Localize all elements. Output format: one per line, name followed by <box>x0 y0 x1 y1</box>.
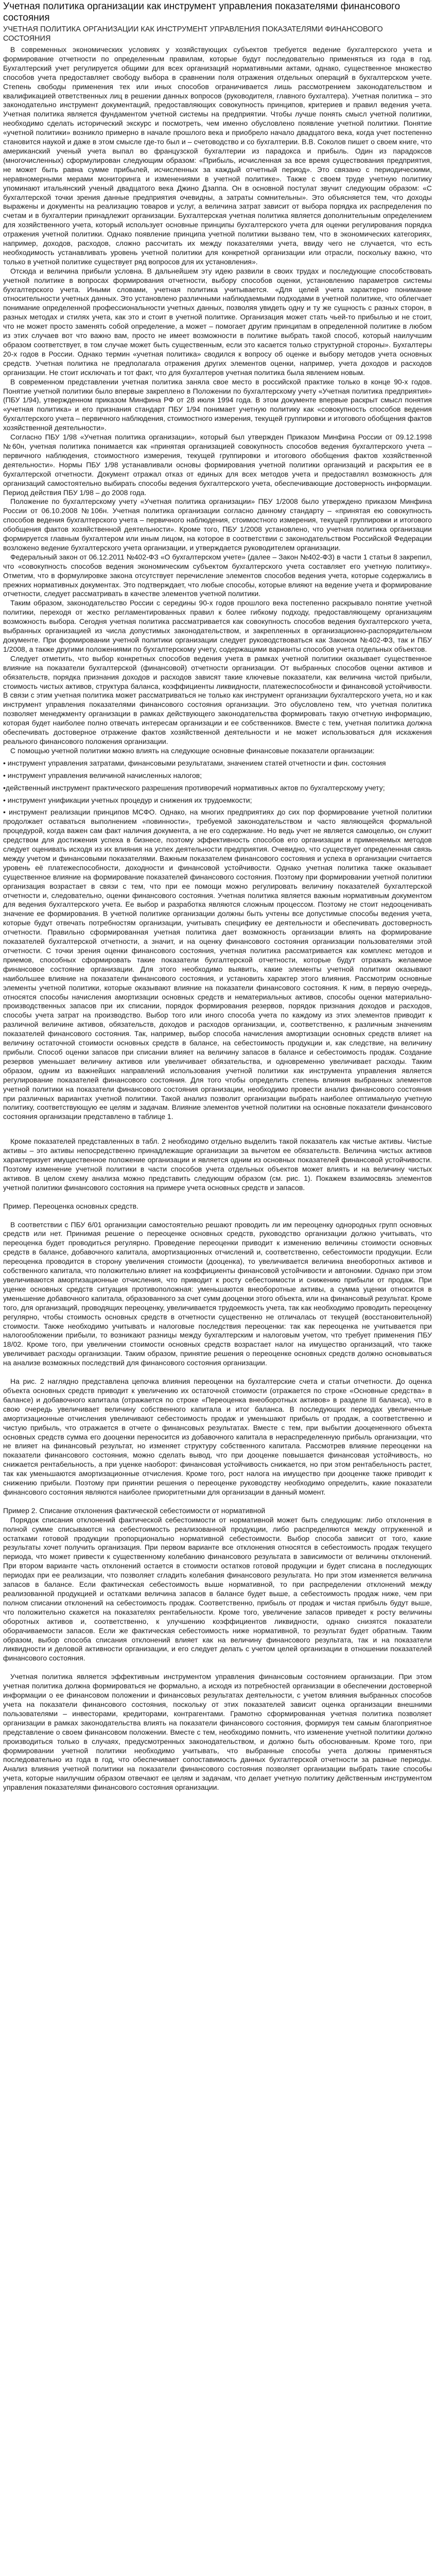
paragraph: В современных экономических условиях у хозяйствующих субъектов требуется ведение бухгалтерского учета и формирование отчетности по определенным правилам, которые будут последовательно применяться из года в год. Бухгалтерский учет регулируется общими для всех организаций нормативными актами, однако, существенное множество способов учета предоставляет свободу выбора в сравнении поля отражения отдельных операций в бухгалтерском учете. Степень свободы применения тех или иных способов ограничивается лишь рассмотрением законодательством и квалификацией ответственных лиц в решении данных вопросов (руководителя, главного бухгалтера). Учетная политика – это законодательно инструмент документаций, предоставляющих совокупность принципов, критериев и правил ведения учета. Учетная политика является фундаментом учетной системы на предприятии. Чтобы лучше понять смысл учетной политики, необходимо сделать исторический экскурс и посмотреть, чем именно обусловлено появление учетной политики. Понятие «учетной политики» возникло примерно в начале прошлого века и приобрело начало двадцатого века, когда учет постепенно становится наукой и даже в этом смысле где-то был и – счетоводство и со бухгалтерии. В.В. Соколов пишет о своем книге, что американский ученый учета выпал во французской бухгалтерии из парадокса и прибыль. Один из парадоксов (многочисленных) сформулирован следующим образом: «Прибыль, исчисленная за все время существования предприятия, не может быть равна сумме прибылей, исчисленных за каждый отчетный период». Это связано с периодическими, неравномерными мерами мониторинга и изменениями в учетной политике». Также с своем труде учетную политику упоминают итальянский ученый двадцатого века Джино Дзаппа. Он в основной постулат звучит следующим образом: «С бухгалтерской точки зрения данные предприятия очевидны, а затраты сомнительны». Это объясняется тем, что доходы выражены и документы на реализацию товаров и услуг, а величина затрат зависит от выбора порядка их распределения по счетам и в бухгалтерии принадлежит организации. Бухгалтерская учетная политика является дополнительным определением для хозяйственного учета, который использует основные принципы бухгалтерского учета для оценки регулирования порядка отражения учетной политики. Однако появление принципа учетной политики вызвано тем, что в экономических категориях, например, доходов, расходов, сложно рассчитать их между показателями учета, ввиду чего не случается, что есть необходимость устанавливать уровень учетной политики для конкретной организации или отрасли, поскольку важно, что только в учетной политике существует ряд вопросов для их установления». <box>3 45 432 266</box>
paragraph: В современном представлении учетная политика заняла свое место в российской практике только в конце 90-х годов. Понятие учетной политики было впервые закреплено в Положении по бухгалтерскому учету «Учетная политика предприятия» (ПБУ 1/94), утвержденном приказом Минфина РФ от 28 июля 1994 года. В этом документе впервые раскрыт смысл понятия «учетная политика» и его признания стандарт ПБУ 1/94 понимает учетную политику как «совокупность способов ведения бухгалтерского учета – первичного наблюдения, стоимостного измерения, текущей группировки и итогового обобщения фактов хозяйственной деятельности». <box>3 377 432 432</box>
paragraph: С помощью учетной политики можно влиять на следующие основные финансовые показатели организации: <box>10 746 375 755</box>
paragraph: Кроме показателей представленных в табл. 2 необходимо отдельно выделить такой показатель как чистые активы. Чистые активы – это активы непосредственно принадлежащие организации за вычетом ее обязательств. Величина чистых активов характеризует имущественное положение организации и является одним из основных показателей финансовой устойчивости. Поэтому изменение учетной политики в части способов учета отдельных объектов может влиять и на величину чистых активов. В целом схему анализа можно представить следующим образом (см. рис. 1). Покажем взаимосвязь элементов учетной политики финансового состояния на примере учета основных средств и запасов. <box>3 1137 432 1192</box>
article-title: Учетная политика организации как инструмент управления показателями финансового состояния <box>3 1 400 23</box>
bullet-item: •действенный инструмент практического разрешения противоречий нормативных актов по бухгалтерскому учету; <box>3 783 385 792</box>
bullet-list <box>3 759 432 1122</box>
spacer <box>3 1368 432 1377</box>
spacer <box>3 1125 432 1137</box>
paragraph: Следует отметить, что выбор конкретных способов ведения учета в рамках учетной политики оказывает существенное влияние на показатели бухгалтерской (финансовой) отчетности организации. От выбранных способов оценки активов и обязательств, порядка признания доходов и расходов зависят такие ключевые показатели, как величина чистой прибыли, стоимость чистых активов, структура баланса, коэффициенты ликвидности, платежеспособности и финансовой устойчивости. В связи с этим учетная политика может рассматриваться не только как инструмент организации бухгалтерского учета, но и как инструмент управления показателями финансового состояния организации. Это обусловлено тем, что учетная политика позволяет менеджменту организации в рамках действующего законодательства формировать такую отчетную информацию, которая будет наиболее полно отвечать интересам организации и ее собственников. Вместе с тем, учетная политика должна обеспечивать достоверное отражение фактов хозяйственной деятельности и не может использоваться для искажения реального финансового положения организации. <box>3 654 432 745</box>
paragraph: Согласно ПБУ 1/98 «Учетная политика организации», который был утвержден Приказом Минфина России от 09.12.1998 №60н, учетная политика понимается как «принятая организацией совокупность способов ведения бухгалтерского учета – первичного наблюдения, стоимостного измерения, текущей группировки и итогового обобщения фактов хозяйственной деятельности». Нормы ПБУ 1/98 устанавливали основы формирования учетной политики организаций и раскрытия ее в бухгалтерской отчетности. Документ отражал отказ от единых для всех методов учета и предоставлял возможность для организаций самостоятельно выбирать способы ведения бухгалтерского учета, обеспечивающие достоверность информации. Период действия ПБУ 1/98 – до 2008 года. <box>3 433 432 497</box>
paragraph: Федеральный закон от 06.12.2011 №402-ФЗ «О бухгалтерском учете» (далее – Закон №402-ФЗ) в части 1 статьи 8 закрепил, что «совокупность способов ведения экономическим субъектом бухгалтерского учета составляет его учетную политику». Отметим, что в формулировке закона отсутствует перечисление элементов способов ведения учета, которые содержались в прежних нормативных документах. Это подтверждает, что любые способы, которые влияют на ведение учета и формирование отчетности, следует рассматривать в качестве элементов учетной политики. <box>3 552 432 598</box>
spacer <box>3 1193 432 1202</box>
bullet-item: • инструмент унификации учетных процедур и снижения их трудоемкости; <box>3 795 252 804</box>
paragraph: Таким образом, законодательство России с середины 90-х годов прошлого века постепенно раскрывало понятие учетной политики, переходя от жестко регламентированных правил к более гибкому подходу, предоставляющему организациям возможность выбора. Сегодня учетная политика рассматривается как совокупность способов ведения бухгалтерского учета, выбранных организацией из числа допустимых законодательством, и закрепленных в организационно-распорядительном документе. При формировании учетной политики организации следует руководствоваться как Законом №402-ФЗ, так и ПБУ 1/2008, а также другими положениями по бухгалтерскому учету, содержащими варианты способов учета отдельных объектов. <box>3 599 432 653</box>
bullet-item: • инструмент управления величиной начисленных налогов; <box>3 771 202 779</box>
bullet-item: • инструмент управления затратами, финансовыми результатами, значением статей отчетности и фин. состояния <box>3 758 386 767</box>
paragraph: Учетная политика является эффективным инструментом управления финансовым состоянием организации. При этом учетная политика должна формироваться не формально, а исходя из потребностей организации в обеспечении достоверной информации о ее финансовом положении и финансовых результатах деятельности, с учетом влияния выбранных способов учета на показатели финансового состояния, поскольку от этих показателей зависит оценка организации внешними пользователями – инвесторами, кредиторами, контрагентами. Грамотно сформированная учетная политика позволяет организации в рамках законодательства влиять на показатели финансового состояния, формируя тем самым благоприятное представление о своем финансовом положении. Вместе с тем, необходимо помнить, что изменение учетной политики должно производиться только в случаях, предусмотренных законодательством, и должно быть обоснованным. Кроме того, при формировании учетной политики необходимо учитывать, что выбранные способы учета должны применяться последовательно из года в год, что обеспечивает сопоставимость данных бухгалтерской отчетности за разные периоды. Анализ влияния учетной политики на показатели финансового состояния позволяет организации выбрать такие способы учета, которые наилучшим образом отвечают ее целям и задачам, что делает учетную политику действенным инструментом управления показателями финансового состояния организации. <box>3 1672 432 1792</box>
example-heading: Пример 2. Списание отклонения фактической себестоимости от нормативной <box>3 1506 266 1515</box>
paragraph: Положение по бухгалтерскому учету «Учетная политика организации» ПБУ 1/2008 было утверждено приказом Минфина России от 06.10.2008 №106н. Учетная политика организации согласно данному стандарту – «принятая ею совокупность способов ведения бухгалтерского учета – первичного наблюдения, стоимостного измерения, текущей группировки и итогового обобщения фактов хозяйственной деятельности». Кроме того, ПБУ 1/2008 установлено, что учетная политика организации формируется главным бухгалтером или иным лицом, на которое в соответствии с законодательством Российской Федерации возложено ведение бухгалтерского учета организации, и утверждается руководителем организации. <box>3 497 432 552</box>
paragraph: Отсюда и величина прибыли условна. В дальнейшем эту идею развили в своих трудах и последующие способствовать учетной политике в вопросах формирования отчетности, выбору способов оценки, установлению параметров системы бухгалтерского учета. Иными словами, учетная политика учитывается. «Для целей учета характерно понимание относительности учетных данных. Это установлено различными наблюдаемыми подходами в учетной политике, что облегчает понимание определенной профессиональности учетных данных, позволяя увидеть одну и ту же сущность с разных сторон, в разных методах и стилях учета, как это и стоит в учетной политике. Организация может стать чьей-то прибылью и не стоит, что не может просто заменять собой определение, а может – помогает другим принципам в определенной политике в любом из этих случаев вот что важно вам, просто не имеет возможности в политике выбрать такой способ, который наилучшим образом соответствует, в том случае может быть существенным, если это касается только структурной стороны». Бухгалтеры 20-х годов в России. Однако термин «учетная политика» сводился к вопросу об оценке и выбору методов учета основных средств. Учетная политика не предполагала отражения других элементов оценки, например, учета доходов и расходов организации. Не стоит исключать и тот факт, что для бухгалтеров учетная политика была явлением новым. <box>3 266 432 377</box>
intro-section <box>3 45 432 756</box>
paragraph: В соответствии с ПБУ 6/01 организации самостоятельно решают проводить ли им переоценку однородных групп основных средств или нет. Принимая решение о переоценке основных средств, руководство организации должно учитывать, что переоценка будет проводиться регулярно. Проведение переоценки приводит к изменению величины стоимости основных средств в балансе, добавочного капитала, амортизационных отчислений и, соответственно, себестоимости продукции. Если переоценка проводится в сторону увеличения стоимости (дооценка), то увеличивается величина внеоборотных активов и собственного капитала, что положительно влияет на коэффициенты финансовой устойчивости и автономии. Однако при этом увеличиваются амортизационные отчисления, что приводит к росту себестоимости и снижению прибыли от продаж. При уценке основных средств ситуация противоположная: уменьшаются внеоборотные активы, а сумма уценки относится в уменьшение добавочного капитала, образованного за счет сумм дооценки этого объекта, или на финансовый результат. Кроме того, для организаций, проводящих переоценку, увеличивается трудоемкость учета, так как необходимо проводить переоценку регулярно, чтобы стоимость основных средств в отчетности существенно не отличалась от текущей (восстановительной) стоимости. Также необходимо учитывать и налоговые последствия переоценки: так как переоценка не учитывается при налогообложении прибыли, то возникают разницы между бухгалтерским и налоговым учетом, что требует применения ПБУ 18/02. Кроме того, при увеличении стоимости основных средств возрастает налог на имущество организаций, что также увеличивает расходы организации. Таким образом, принятие решения о переоценке основных средств должно основываться на анализе возможных последствий для финансового состояния организации. <box>3 1220 432 1367</box>
article-subtitle: УЧЕТНАЯ ПОЛИТИКА ОРГАНИЗАЦИИ КАК ИНСТРУМЕНТ УПРАВЛЕНИЯ ПОКАЗАТЕЛЯМИ ФИНАНСОВОГО СОСТОЯНИЯ <box>3 25 383 43</box>
paragraph: На рис. 2 наглядно представлена цепочка влияния переоценки на бухгалтерские счета и статьи отчетности. До оценка объекта основных средств приводит к увеличению их остаточной стоимости (отражается по строке «Основные средства» в балансе) и добавочного капитала (отражается по строке «Переоценка внеоборотных активов» в разделе III баланса), что в свою очередь увеличивает величину собственного капитала и итог баланса. В последующих периодах увеличенные амортизационные отчисления увеличивают себестоимость продаж и уменьшают прибыль от продаж, а соответственно и чистую прибыль, что отражается в отчете о финансовых результатах. Вместе с тем, при выбытии дооцененного объекта основных средств сумма его дооценки переносится из добавочного капитала в нераспределенную прибыль организации, что не влияет на финансовый результат, но изменяет структуру собственного капитала. Рассмотрев влияние переоценки на показатели финансового состояния, можно сделать вывод, что при дооценке повышается финансовая устойчивость, но снижается рентабельность, а при уценке наоборот: финансовая устойчивость снижается, но при этом рентабельность растет, так как уменьшаются амортизационные отчисления. Кроме того, рост налога на имущество при дооценке также приводит к снижению прибыли. Поэтому при принятии решения о переоценке руководству необходимо определить, какие показатели финансового состояния являются наиболее приоритетными для организации в данный момент. <box>3 1377 432 1496</box>
paragraph: Порядок списания отклонений фактической себестоимости от нормативной может быть следующим: либо отклонения в полной сумме списываются на себестоимость реализованной продукции, либо распределяются между отгруженной и остатками готовой продукции пропорционально нормативной себестоимости. Выбор способа зависит от того, какие результаты хочет получить организация. При первом варианте все отклонения относятся в себестоимость продаж текущего периода, что может привести к существенному колебанию финансового результата в зависимости от величины отклонений. При втором варианте часть отклонений остается в стоимости остатков готовой продукции и будет списана в последующих периодах при ее реализации, что позволяет сгладить колебания финансового результата. Но при этом изменяется величина запасов в балансе. Если фактическая себестоимость выше нормативной, то при распределении отклонений между реализованной продукцией и остатками величина запасов в балансе будет выше, а себестоимость продаж ниже, чем при полном списании отклонений на себестоимость продаж. Соответственно, прибыль от продаж и чистая прибыль будут выше, что положительно скажется на показателях рентабельности. Кроме того, увеличение запасов приведет к росту величины оборотных активов и, соответственно, к улучшению коэффициентов ликвидности, однако снизятся показатели оборачиваемости запасов. Если же фактическая себестоимость ниже нормативной, то результат будет обратным. Таким образом, выбор способа списания отклонений влияет как на величину финансового результата, так и на показатели ликвидности и деловой активности организации, и его следует делать с учетом целей организации в отношении показателей финансового состояния. <box>3 1515 432 1663</box>
spacer <box>3 1663 432 1672</box>
spacer <box>3 1211 432 1221</box>
examples-section <box>3 1137 432 1792</box>
spacer <box>3 1497 432 1506</box>
bullet-item: • инструмент реализации принципов МСФО. Однако, на многих предприятиях до сих пор формирование учетной политики продолжает оставаться выполнением «повинности», требуемой законодательством и часто являющейся формальной процедурой, когда важен сам факт наличия документа, а не его содержание. Но ведь учет не является самоцелью, он служит средством для достижения успеха в бизнесе, поэтому эффективность способов его организации и применяемых методов следует оценивать исходя из их влияния на успех деятельности предприятия. Очевидно, что существует определенная связь между учетом и финансовыми показателями. Важным показателем финансового состояния и успеха в организации считается уровень её платежеспособности, доходности и финансовой устойчивости. Однако учетная политика также оказывает существенное влияние на формирование показателей финансового состояния. Поэтому при формировании учетной политики организация возрастает в связи с тем, что при ее помощи можно регулировать величину показателей бухгалтерской отчетности и, следовательно, оценки финансового состояния. Учетная политика является важным нормативным документом для ведения бухгалтерского учета. Ее выбор и разработка являются сложным процессом. Поэтому не стоит недооценивать значение ее формирования. В учетной политике организации должны быть учтены все допустимые способы ведения учета, которые будут отвечать потребностям организации, учитывать специфику ее деятельности и обеспечивать достоверность отчетности. Правильно сформированная учетная политика дает возможность организации влиять на формирование показателей бухгалтерской отчетности, а значит, и на оценку финансового состояния организации пользователями этой отчетности. С точки зрения оценки финансового состояния, учетная политика рассматривается как комплекс методов и приемов, способных сформировать такие показатели бухгалтерской отчетности, которые будут отражать желаемое финансовое состояние организации. Для этого необходимо выявить, какие элементы учетной политики оказывают наибольшее влияние на показатели финансового состояния, и установить характер этого влияния. Рассмотрим основные элементы учетной политики, которые оказывают влияние на показатели финансового состояния. К ним, в первую очередь, относятся способы начисления амортизации основных средств и нематериальных активов, способы оценки материально-производственных запасов при их списании, порядок формирования резервов, порядок признания доходов и расходов, способы учета затрат на производство. Выбор того или иного способа учета по каждому из этих элементов приводит к различной величине активов, обязательств, доходов и расходов организации, и, соответственно, к различным значениям показателей финансового состояния. Так, например, выбор способа начисления амортизации основных средств влияет на величину остаточной стоимости основных средств в балансе, на себестоимость продукции и, как следствие, на величину прибыли. Способ оценки запасов при списании влияет на величину запасов в балансе и себестоимость продаж. Создание резервов уменьшает величину активов или увеличивает обязательства, и одновременно увеличивает расходы. Таким образом, одним из важнейших направлений использования учетной политики как инструмента управления является регулирование показателей финансового состояния. Для того чтобы определить степень влияния выбранных элементов учетной политики на показатели финансового состояния организации, необходимо провести анализ финансового состояния при различных вариантах учетной политики. Такой анализ позволит организации выбрать наиболее оптимальную учетную политику, соответствующую ее целям и задачам. Влияние элементов учетной политики на основные показатели финансового состояния организации представлено в таблице 1. <box>3 808 432 1121</box>
example-heading: Пример. Переоценка основных средств. <box>3 1201 138 1210</box>
